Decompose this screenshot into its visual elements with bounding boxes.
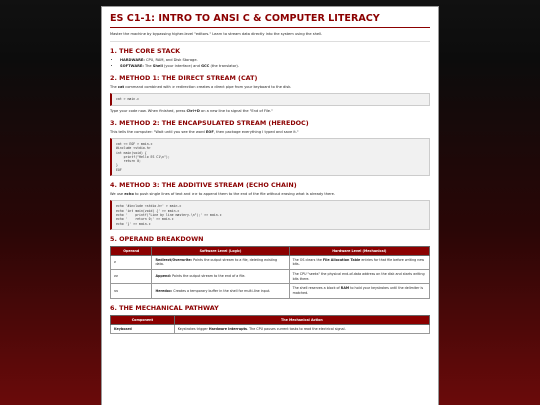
- operand-cell: <<: [111, 284, 152, 298]
- divider: [110, 41, 430, 42]
- table-row: [111, 324, 430, 334]
- core-stack-list: [120, 58, 430, 69]
- column-header: Operand: [111, 246, 152, 255]
- list-item-software: • SOFTWARE: The Shell (your interface) and GCC (the translator).: [120, 64, 430, 69]
- table-row: [111, 255, 430, 269]
- software-cell: Redirect/Overwrite: Points the output stream to a file, deleting existing data.: [152, 255, 289, 269]
- column-header: Component: [111, 315, 175, 324]
- hardware-cell: The shell reserves a block of RAM to hold your keystrokes until the delimiter is matched.: [289, 284, 429, 298]
- method-1-instructions: Type your code now. When finished, press Ctrl+D on a new line to signal the "End of File.": [110, 108, 273, 113]
- section-heading-method-2: 3. METHOD 2: THE ENCAPSULATED STREAM (HEREDOC): [110, 118, 309, 127]
- operand-cell: >>: [111, 270, 152, 284]
- column-header: The Mechanical Action: [174, 315, 429, 324]
- operand-table: [110, 246, 430, 299]
- document-page: [101, 6, 439, 405]
- software-cell: Heredoc: Creates a temporary buffer in the shell for multi-line input.: [152, 284, 289, 298]
- table-row: [111, 284, 430, 298]
- section-heading-core-stack: 1. THE CORE STACK: [110, 47, 181, 56]
- code-block-echo: echo '#include <stdio.h>' > main.c echo 'int main(void) {' >> main.c echo ' printf("Line by line mastery.\n");' >> main.c echo ' return 0;' >> main.c echo '}' >> main.c: [110, 200, 430, 230]
- list-item-hardware: • HARDWARE: CPU, RAM, and Disk Storage.: [120, 58, 430, 63]
- method-3-description: We use echo to push single lines of text and >> to append them to the end of the file without erasing what is already there.: [110, 192, 336, 197]
- section-heading-mechanical: 6. THE MECHANICAL PATHWAY: [110, 303, 219, 312]
- method-1-description: The cat command combined with > redirection creates a direct pipe from your keyboard to the disk.: [110, 84, 292, 89]
- section-heading-method-3: 4. METHOD 3: THE ADDITIVE STREAM (ECHO CHAIN): [110, 181, 297, 190]
- table-header-row: [111, 315, 430, 324]
- section-heading-method-1: 2. METHOD 1: THE DIRECT STREAM (CAT): [110, 73, 258, 82]
- hardware-cell: The CPU "seeks" the physical end-of-data address on the disk and starts writing bits there.: [289, 270, 429, 284]
- column-header: Hardware Level (Mechanical): [289, 246, 429, 255]
- column-header: Software Level (Logic): [152, 246, 289, 255]
- hardware-cell: The OS clears the File Allocation Table entries for that file before writing new bits.: [289, 255, 429, 269]
- table-row: [111, 270, 430, 284]
- intro-text: Master the machine by bypassing higher-level "editors." Learn to stream data directly into the system using the shell.: [110, 32, 323, 36]
- mechanical-table: [110, 315, 430, 335]
- operand-cell: >: [111, 255, 152, 269]
- table-header-row: [111, 246, 430, 255]
- action-cell: Keystrokes trigger Hardware Interrupts. The CPU pauses current tasks to read the electrical signal.: [174, 324, 429, 334]
- section-heading-operand: 5. OPERAND BREAKDOWN: [110, 234, 204, 243]
- page-title: ES C1-1: INTRO TO ANSI C & COMPUTER LITERACY: [110, 13, 430, 28]
- component-cell: Keyboard: [111, 324, 175, 334]
- method-2-description: This tells the computer: "Wait until you see the word EOF, then package everything I typed and save it.": [110, 129, 299, 134]
- code-block-heredoc: cat << EOF > main.c #include <stdio.h> int main(void) { printf("Hello ES C1\n"); return 0; } EOF: [110, 138, 430, 176]
- code-block-cat: cat > main.c: [110, 93, 430, 105]
- software-cell: Append: Points the output stream to the end of a file.: [152, 270, 289, 284]
